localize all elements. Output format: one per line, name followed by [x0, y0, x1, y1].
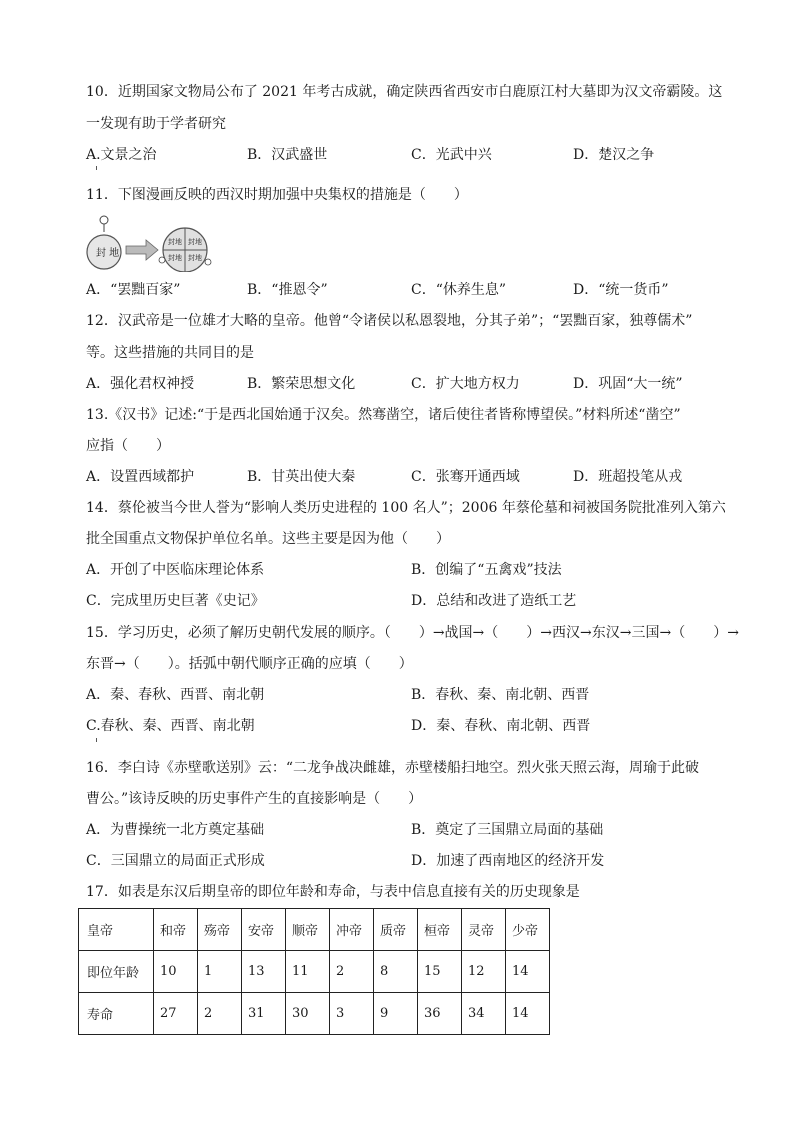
accession-age-cell: 13 — [242, 951, 286, 993]
q16-option-a[interactable]: A．为曹操统一北方奠定基础 — [86, 822, 265, 838]
q14-stem-line1: 14．蔡伦被当今世人誉为“影响人类历史进程的 100 名人”；2006 年蔡伦墓和祠被国务院批准列入第六 — [86, 500, 726, 516]
accession-age-cell: 14 — [506, 951, 550, 993]
q14-option-a[interactable]: A．开创了中医临床理论体系 — [86, 562, 265, 578]
emperor-cell: 冲帝 — [330, 909, 374, 951]
lifespan-cell: 14 — [506, 993, 550, 1035]
q15-stem-line2: 东晋→（ ）。括弧中朝代顺序正确的应填（ ） — [86, 656, 413, 672]
table-row-label: 寿命 — [79, 993, 154, 1035]
q15-option-b[interactable]: B．春秋、秦、南北朝、西晋 — [411, 687, 590, 703]
lifespan-cell: 2 — [198, 993, 242, 1035]
accession-age-cell: 11 — [286, 951, 330, 993]
q12-stem-line1: 12．汉武帝是一位雄才大略的皇帝。他曾“令诸侯以私恩裂地，分其子弟”；“罢黜百家，独尊儒术” — [86, 313, 693, 329]
q15-option-a[interactable]: A．秦、春秋、西晋、南北朝 — [86, 687, 265, 703]
lifespan-cell: 36 — [418, 993, 462, 1035]
stray-mark — [96, 166, 97, 170]
q16-option-d[interactable]: D．加速了西南地区的经济开发 — [411, 853, 605, 869]
lifespan-cell: 31 — [242, 993, 286, 1035]
comic-left-label: 封 地 — [96, 248, 120, 259]
emperor-cell: 桓帝 — [418, 909, 462, 951]
emperor-cell: 安帝 — [242, 909, 286, 951]
q13-option-c[interactable]: C．张骞开通西域 — [411, 469, 520, 485]
q15-option-d[interactable]: D．秦、春秋、南北朝、西晋 — [411, 718, 591, 734]
q13-option-b[interactable]: B．甘英出使大秦 — [247, 469, 356, 485]
q12-option-c[interactable]: C．扩大地方权力 — [411, 376, 520, 392]
q11-option-a[interactable]: A．“罢黜百家” — [86, 282, 181, 298]
emperor-cell: 和帝 — [154, 909, 198, 951]
q14-option-d[interactable]: D．总结和改进了造纸工艺 — [411, 593, 577, 609]
comic-right-label-4: 封地 — [188, 254, 202, 262]
q15-option-c[interactable]: C.春秋、秦、西晋、南北朝 — [86, 718, 255, 734]
table-header-cell: 皇帝 — [79, 909, 154, 951]
lifespan-cell: 34 — [462, 993, 506, 1035]
emperor-table — [78, 908, 550, 1035]
accession-age-cell: 2 — [330, 951, 374, 993]
q13-option-a[interactable]: A．设置西域都护 — [86, 469, 195, 485]
q16-stem-line2: 曹公。”该诗反映的历史事件产生的直接影响是（ ） — [86, 791, 423, 807]
accession-age-cell: 1 — [198, 951, 242, 993]
emperor-cell: 质帝 — [374, 909, 418, 951]
q13-option-d[interactable]: D．班超投笔从戎 — [573, 469, 683, 485]
q17-stem: 17．如表是东汉后期皇帝的即位年龄和寿命，与表中信息直接有关的历史现象是 — [86, 884, 580, 900]
q10-stem-line2: 一发现有助于学者研究 — [86, 116, 226, 132]
comic-right-label-2: 封地 — [188, 238, 202, 246]
q10-option-b[interactable]: B．汉武盛世 — [247, 147, 328, 163]
accession-age-cell: 12 — [462, 951, 506, 993]
cartoon-image — [86, 212, 212, 272]
lifespan-cell: 3 — [330, 993, 374, 1035]
q12-option-a[interactable]: A．强化君权神授 — [86, 376, 195, 392]
emperor-cell: 少帝 — [506, 909, 550, 951]
emperor-cell: 殇帝 — [198, 909, 242, 951]
q11-option-d[interactable]: D．“统一货币” — [573, 282, 669, 298]
accession-age-cell: 15 — [418, 951, 462, 993]
accession-age-cell: 10 — [154, 951, 198, 993]
q10-stem-line1: 10．近期国家文物局公布了 2021 年考古成就，确定陕西省西安市白鹿原江村大墓即为汉文帝霸陵。这 — [86, 84, 723, 100]
q15-stem-line1: 15．学习历史，必须了解历史朝代发展的顺序。（ ）→战国→（ ）→西汉→东汉→三国→（ ）→ — [86, 625, 739, 641]
table-row-label: 即位年龄 — [79, 951, 154, 993]
emperor-cell: 灵帝 — [462, 909, 506, 951]
accession-age-cell: 8 — [374, 951, 418, 993]
lifespan-cell: 27 — [154, 993, 198, 1035]
q16-option-b[interactable]: B．奠定了三国鼎立局面的基础 — [411, 822, 604, 838]
q10-option-d[interactable]: D．楚汉之争 — [573, 147, 655, 163]
table-row — [79, 993, 550, 1035]
emperor-cell: 顺帝 — [286, 909, 330, 951]
q13-stem-line1: 13.《汉书》记述:“于是西北国始通于汉矣。然骞凿空，诸后使往者皆称博望侯。”材料所述“凿空” — [86, 407, 681, 423]
q16-option-c[interactable]: C．三国鼎立的局面正式形成 — [86, 853, 265, 869]
table-row — [79, 909, 550, 951]
q16-stem-line1: 16．李白诗《赤壁歌送别》云：“二龙争战决雌雄，赤壁楼船扫地空。烈火张天照云海，周瑜于此破 — [86, 760, 699, 776]
stray-mark — [96, 738, 97, 742]
table-row — [79, 951, 550, 993]
q12-option-b[interactable]: B．繁荣思想文化 — [247, 376, 356, 392]
q12-stem-line2: 等。这些措施的共同目的是 — [86, 345, 254, 361]
lifespan-cell: 30 — [286, 993, 330, 1035]
q14-option-b[interactable]: B．创编了“五禽戏”技法 — [411, 562, 562, 578]
q12-option-d[interactable]: D．巩固“大一统” — [573, 376, 683, 392]
lifespan-cell: 9 — [374, 993, 418, 1035]
q11-stem: 11．下图漫画反映的西汉时期加强中央集权的措施是（ ） — [86, 187, 468, 203]
cartoon-drawing — [86, 212, 212, 272]
q11-option-c[interactable]: C．“休养生息” — [411, 282, 507, 298]
q11-option-b[interactable]: B．“推恩令” — [247, 282, 328, 298]
comic-right-label-3: 封地 — [168, 254, 182, 262]
q13-stem-line2: 应指（ ） — [86, 438, 170, 454]
comic-right-label-1: 封地 — [168, 238, 182, 246]
q10-option-a[interactable]: A.文景之治 — [86, 147, 157, 163]
q14-stem-line2: 批全国重点文物保护单位名单。这些主要是因为他（ ） — [86, 531, 450, 547]
q10-option-c[interactable]: C．光武中兴 — [411, 147, 492, 163]
q14-option-c[interactable]: C．完成里历史巨著《史记》 — [86, 593, 265, 609]
